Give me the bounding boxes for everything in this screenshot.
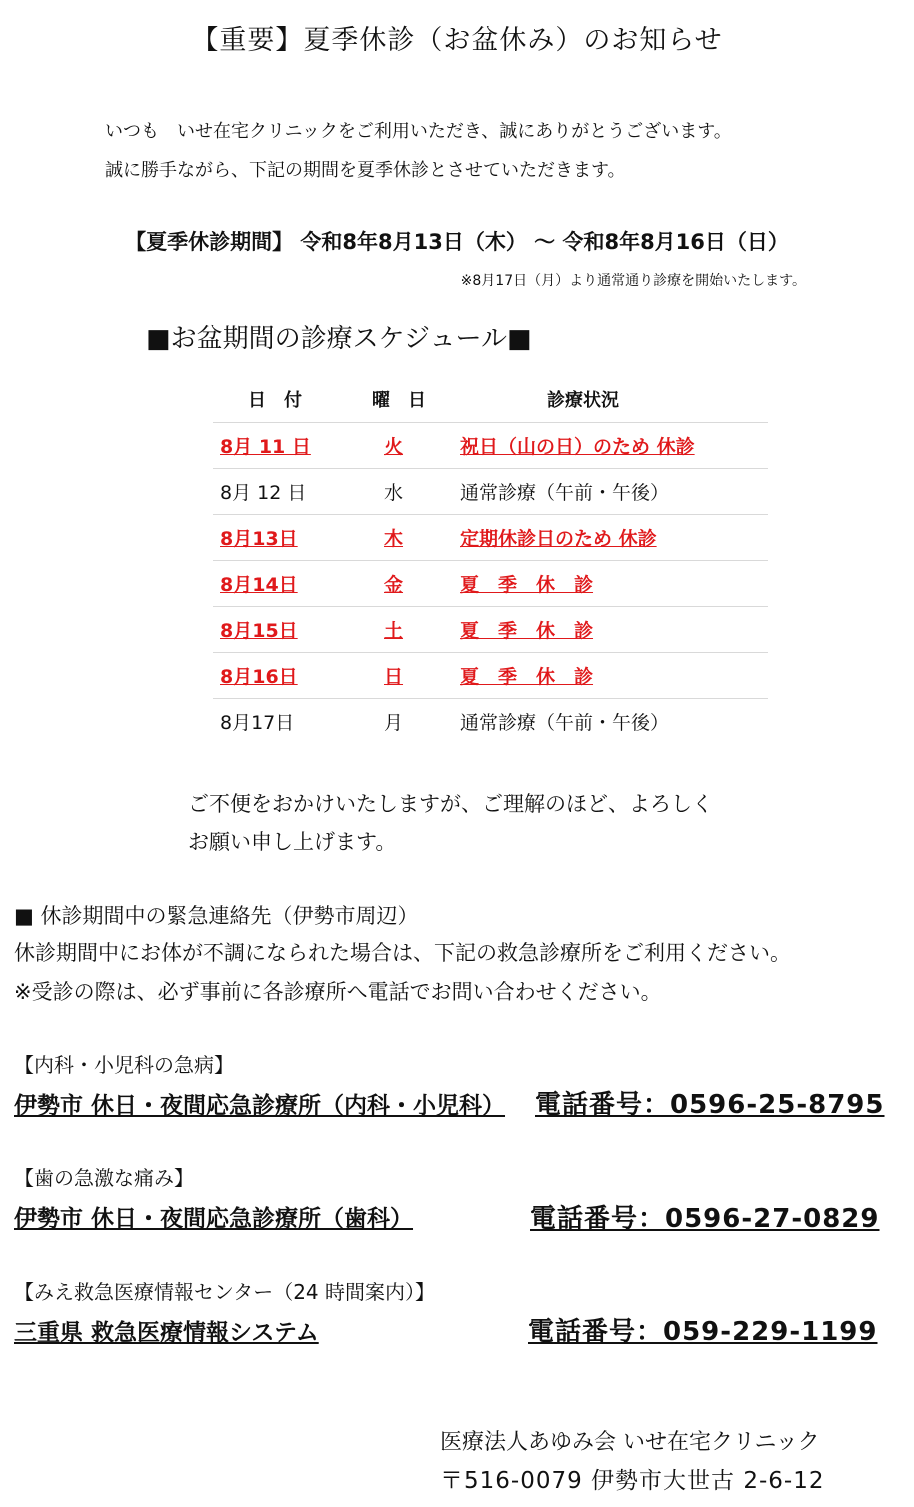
contact-facility-link[interactable]: 伊勢市 休日・夜間応急診療所（内科・小児科） xyxy=(14,1093,506,1119)
contact-category: 【みえ救急医療情報センター（24 時間案内）】 xyxy=(14,1280,436,1304)
emergency-heading: ■ 休診期間中の緊急連絡先（伊勢市周辺） xyxy=(14,904,419,928)
table-row xyxy=(213,515,768,561)
closing-line-1: ご不便をおかけいたしますが、ご理解のほど、よろしく xyxy=(188,792,713,816)
row-date: 8月 11 日 xyxy=(213,423,372,469)
contact-category: 【歯の急激な痛み】 xyxy=(14,1166,194,1190)
greeting-line-2: 誠に勝手ながら、下記の期間を夏季休診とさせていただきます。 xyxy=(105,160,626,181)
contact-phone-link[interactable]: 電話番号：059-229-1199 xyxy=(528,1317,878,1347)
table-row xyxy=(213,607,768,653)
row-day: 水 xyxy=(372,469,460,515)
contact-phone-link[interactable]: 電話番号：0596-25-8795 xyxy=(535,1090,885,1120)
table-row xyxy=(213,561,768,607)
footer-organization: 医療法人あゆみ会 いせ在宅クリニック xyxy=(440,1430,820,1455)
contact-facility-link[interactable]: 三重県 救急医療情報システム xyxy=(14,1320,319,1346)
row-day: 土 xyxy=(372,607,460,653)
contact-category: 【内科・小児科の急病】 xyxy=(14,1053,234,1077)
row-status: 定期休診日のため 休診 xyxy=(460,515,768,561)
page-title: 【重要】夏季休診（お盆休み）のお知らせ xyxy=(191,25,723,56)
row-status: 祝日（山の日）のため 休診 xyxy=(460,423,768,469)
row-day: 日 xyxy=(372,653,460,699)
row-date: 8月16日 xyxy=(213,653,372,699)
table-row xyxy=(213,423,768,469)
header-date: 日 付 xyxy=(213,375,372,423)
table-row xyxy=(213,469,768,515)
emergency-line-1: 休診期間中にお体が不調になられた場合は、下記の救急診療所をご利用ください。 xyxy=(14,941,791,965)
contact-facility-link[interactable]: 伊勢市 休日・夜間応急診療所（歯科） xyxy=(14,1206,414,1232)
header-day: 曜 日 xyxy=(372,375,460,423)
row-date: 8月13日 xyxy=(213,515,372,561)
emergency-line-2: ※受診の際は、必ず事前に各診療所へ電話でお問い合わせください。 xyxy=(14,980,662,1004)
row-date: 8月17日 xyxy=(213,699,372,745)
row-day: 火 xyxy=(372,423,460,469)
footer-address: 〒516-0079 伊勢市大世古 2-6-12 xyxy=(440,1468,825,1494)
row-date: 8月 12 日 xyxy=(213,469,372,515)
row-status: 通常診療（午前・午後） xyxy=(460,699,768,745)
row-day: 金 xyxy=(372,561,460,607)
row-date: 8月15日 xyxy=(213,607,372,653)
table-row xyxy=(213,699,768,745)
row-date: 8月14日 xyxy=(213,561,372,607)
row-day: 木 xyxy=(372,515,460,561)
schedule-table xyxy=(213,375,768,744)
row-status: 夏 季 休 診 xyxy=(460,561,768,607)
contact-phone-link[interactable]: 電話番号：0596-27-0829 xyxy=(530,1204,880,1234)
schedule-title: ■お盆期間の診療スケジュール■ xyxy=(146,324,532,354)
closure-period: 【夏季休診期間】 令和8年8月13日（木） ～ 令和8年8月16日（日） xyxy=(125,230,789,254)
row-status: 夏 季 休 診 xyxy=(460,653,768,699)
period-note: ※8月17日（月）より通常通り診療を開始いたします。 xyxy=(460,273,806,289)
greeting-line-1: いつも いせ在宅クリニックをご利用いただき、誠にありがとうございます。 xyxy=(105,121,732,142)
row-day: 月 xyxy=(372,699,460,745)
closing-line-2: お願い申し上げます。 xyxy=(188,830,397,854)
table-row xyxy=(213,653,768,699)
row-status: 通常診療（午前・午後） xyxy=(460,469,768,515)
header-status: 診療状況 xyxy=(460,375,768,423)
schedule-header-row xyxy=(213,375,768,423)
row-status: 夏 季 休 診 xyxy=(460,607,768,653)
